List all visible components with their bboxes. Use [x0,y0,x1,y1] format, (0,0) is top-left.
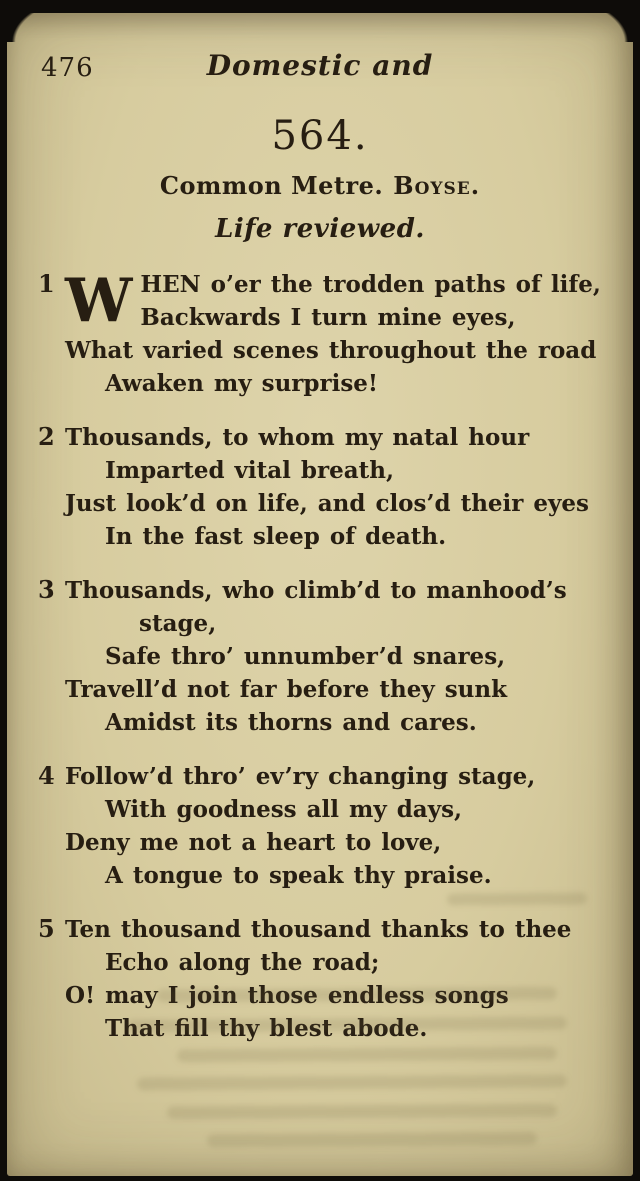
stanza-1 [38,266,621,400]
running-header: Domestic and [206,49,434,82]
verse-line: What varied scenes throughout the road [65,337,597,364]
author-name: Boyse. [393,171,481,200]
page-header [7,49,633,91]
book-page [7,13,633,1176]
stanza-list [7,268,633,1045]
metre-line [7,171,633,200]
stanza-number: 5 [38,914,55,943]
verse-line: Ten thousand thousand thanks to thee [65,916,572,943]
verse-line: Echo along the road; [105,949,380,976]
verse-line: O! may I join those endless songs [65,982,509,1009]
verse-line: In the fast sleep of death. [105,523,447,550]
verse-line: stage, [139,610,217,637]
stanza-2 [38,421,621,553]
verse-line: A tongue to speak thy praise. [105,862,492,889]
verse-line: Backwards I turn mine eyes, [140,304,516,331]
verse-line: Just look’d on life, and clos’d their eyes [65,490,589,517]
verse-line: Thousands, to whom my natal hour [65,424,530,451]
hymn-title: Life reviewed. [215,214,425,244]
verse-line: Amidst its thorns and cares. [105,709,477,736]
show-through-smudge [137,1074,567,1090]
verse-line: HEN o’er the trodden paths of life, [140,271,601,298]
stanza-number: 3 [38,575,55,604]
verse-line: That fill thy blest abode. [105,1015,428,1042]
stanza-3 [38,574,621,739]
metre-label: Common Metre. [159,171,384,200]
stanza-number: 1 [38,269,55,298]
hymn-number: 564. [271,113,369,159]
verse-line: With goodness all my days, [105,796,463,823]
verse-line: Travell’d not far before they sunk [65,676,508,703]
verse-line: Follow’d thro’ ev’ry changing stage, [65,763,536,790]
drop-cap: W [65,266,133,336]
stanza-number: 2 [38,422,55,451]
verse-line: Awaken my surprise! [105,370,379,397]
verse-line: Safe thro’ unnumber’d snares, [105,643,506,670]
stanza-number: 4 [38,761,55,790]
stanza-5 [38,913,621,1045]
verse-line: Deny me not a heart to love, [65,829,442,856]
show-through-smudge [177,1047,557,1063]
page-number: 476 [41,53,94,83]
show-through-smudge [167,1104,557,1120]
verse-line: Thousands, who climb’d to manhood’s [65,577,567,604]
show-through-smudge [207,1132,537,1147]
verse-line: Imparted vital breath, [105,457,395,484]
stanza-4 [38,760,621,892]
